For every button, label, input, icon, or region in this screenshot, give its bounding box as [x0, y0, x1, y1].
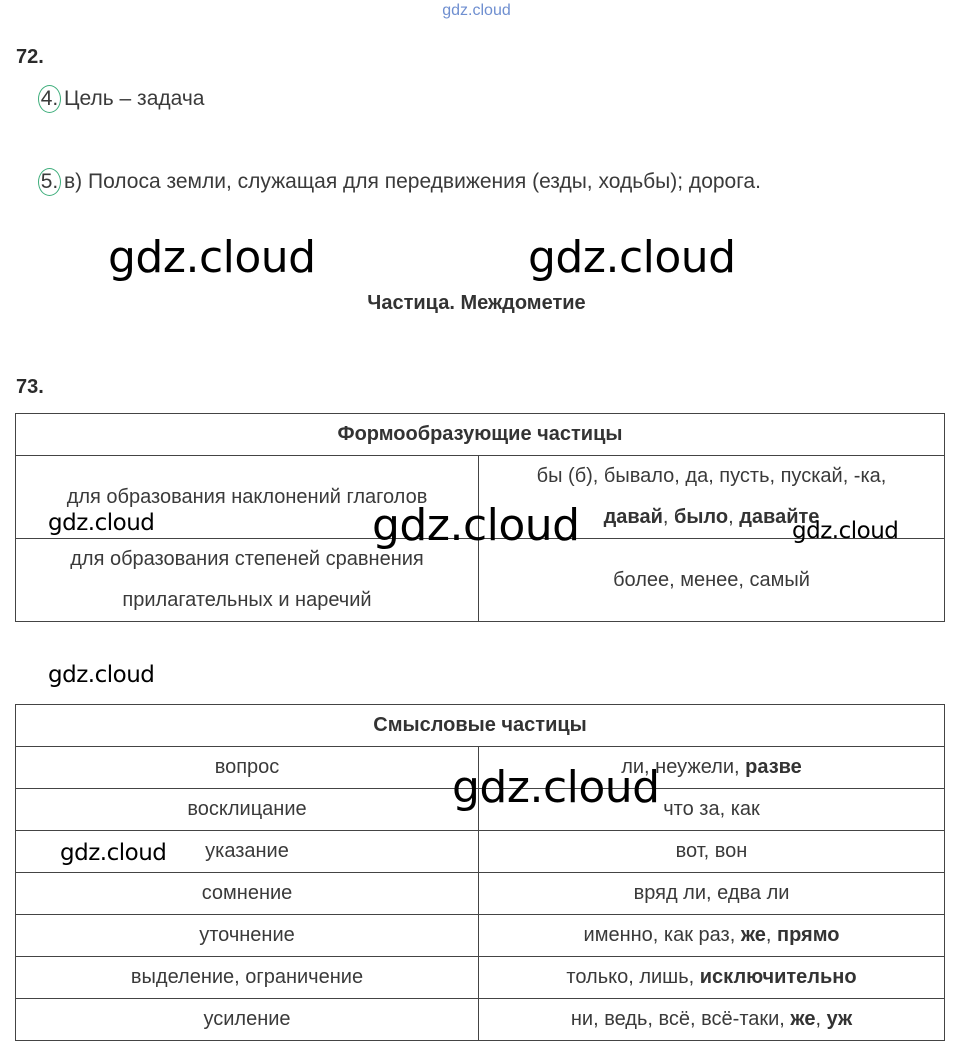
bold: же [790, 1008, 816, 1030]
row-label-clarification: уточнение [16, 915, 479, 957]
task-72-item-5 [38, 168, 761, 196]
watermark-big-4: gdz.cloud [452, 762, 660, 813]
row-value-intensifier [479, 999, 945, 1041]
meaning-particles-table [15, 704, 945, 1041]
sep: , [662, 506, 674, 528]
sep: , [815, 1008, 827, 1030]
answer-circle-5: 5. [38, 168, 61, 196]
row-value-doubt: вряд ли, едва ли [479, 873, 945, 915]
sep: , [728, 506, 740, 528]
watermark-small-1: gdz.cloud [48, 510, 155, 536]
row-label-question: вопрос [16, 747, 479, 789]
bold: исключительно [699, 966, 857, 988]
bold: разве [745, 756, 802, 778]
row-label-intensifier: усиление [16, 999, 479, 1041]
row-value-pointing: вот, вон [479, 831, 945, 873]
row-label-restriction: выделение, ограничение [16, 957, 479, 999]
watermark-big-3: gdz.cloud [372, 500, 580, 551]
plain: именно, как раз, [583, 924, 741, 946]
watermark-top: gdz.cloud [442, 2, 511, 19]
item-4-text: Цель – задача [64, 87, 205, 110]
particle-davay: давай [603, 506, 663, 528]
comparison-particles: более, менее, самый [479, 539, 945, 622]
particle-davayte: давайте [739, 506, 820, 528]
meaning-particles-header: Смысловые частицы [16, 705, 945, 747]
row-value-exclamation: что за, как [479, 789, 945, 831]
task-73-number: 73. [16, 376, 44, 398]
plain: ли, неужели, [621, 756, 746, 778]
watermark-big-2: gdz.cloud [528, 232, 736, 283]
mood-label: для образования наклонений глаголов [16, 456, 479, 539]
row-label-exclamation: восклицание [16, 789, 479, 831]
comparison-label-line2: прилагательных и наречий [122, 589, 372, 611]
bold2: уж [826, 1008, 853, 1030]
row-label-doubt: сомнение [16, 873, 479, 915]
watermark-small-2: gdz.cloud [792, 518, 899, 544]
watermark-small-3: gdz.cloud [48, 662, 155, 688]
bold2: прямо [777, 924, 840, 946]
section-heading: Частица. Междометие [367, 292, 586, 314]
task-72-number: 72. [16, 46, 44, 68]
task-72-item-4 [38, 85, 204, 113]
answer-circle-4: 4. [38, 85, 61, 113]
watermark-small-4: gdz.cloud [60, 840, 167, 866]
row-value-clarification [479, 915, 945, 957]
form-particles-header: Формообразующие частицы [16, 414, 945, 456]
mood-particles-plain: бы (б), бывало, да, пусть, пускай, -ка, [536, 465, 887, 487]
row-label-pointing: указание [16, 831, 479, 873]
comparison-label-line1: для образования степеней сравнения [70, 548, 424, 570]
particle-bylo: было [674, 506, 729, 528]
watermark-big-1: gdz.cloud [108, 232, 316, 283]
row-value-restriction [479, 957, 945, 999]
plain: ни, ведь, всё, всё-таки, [570, 1008, 791, 1030]
plain: только, лишь, [566, 966, 700, 988]
bold: же [740, 924, 766, 946]
sep: , [765, 924, 778, 946]
item-5-text: в) Полоса земли, служащая для передвижения (езды, ходьбы); дорога. [64, 170, 761, 193]
